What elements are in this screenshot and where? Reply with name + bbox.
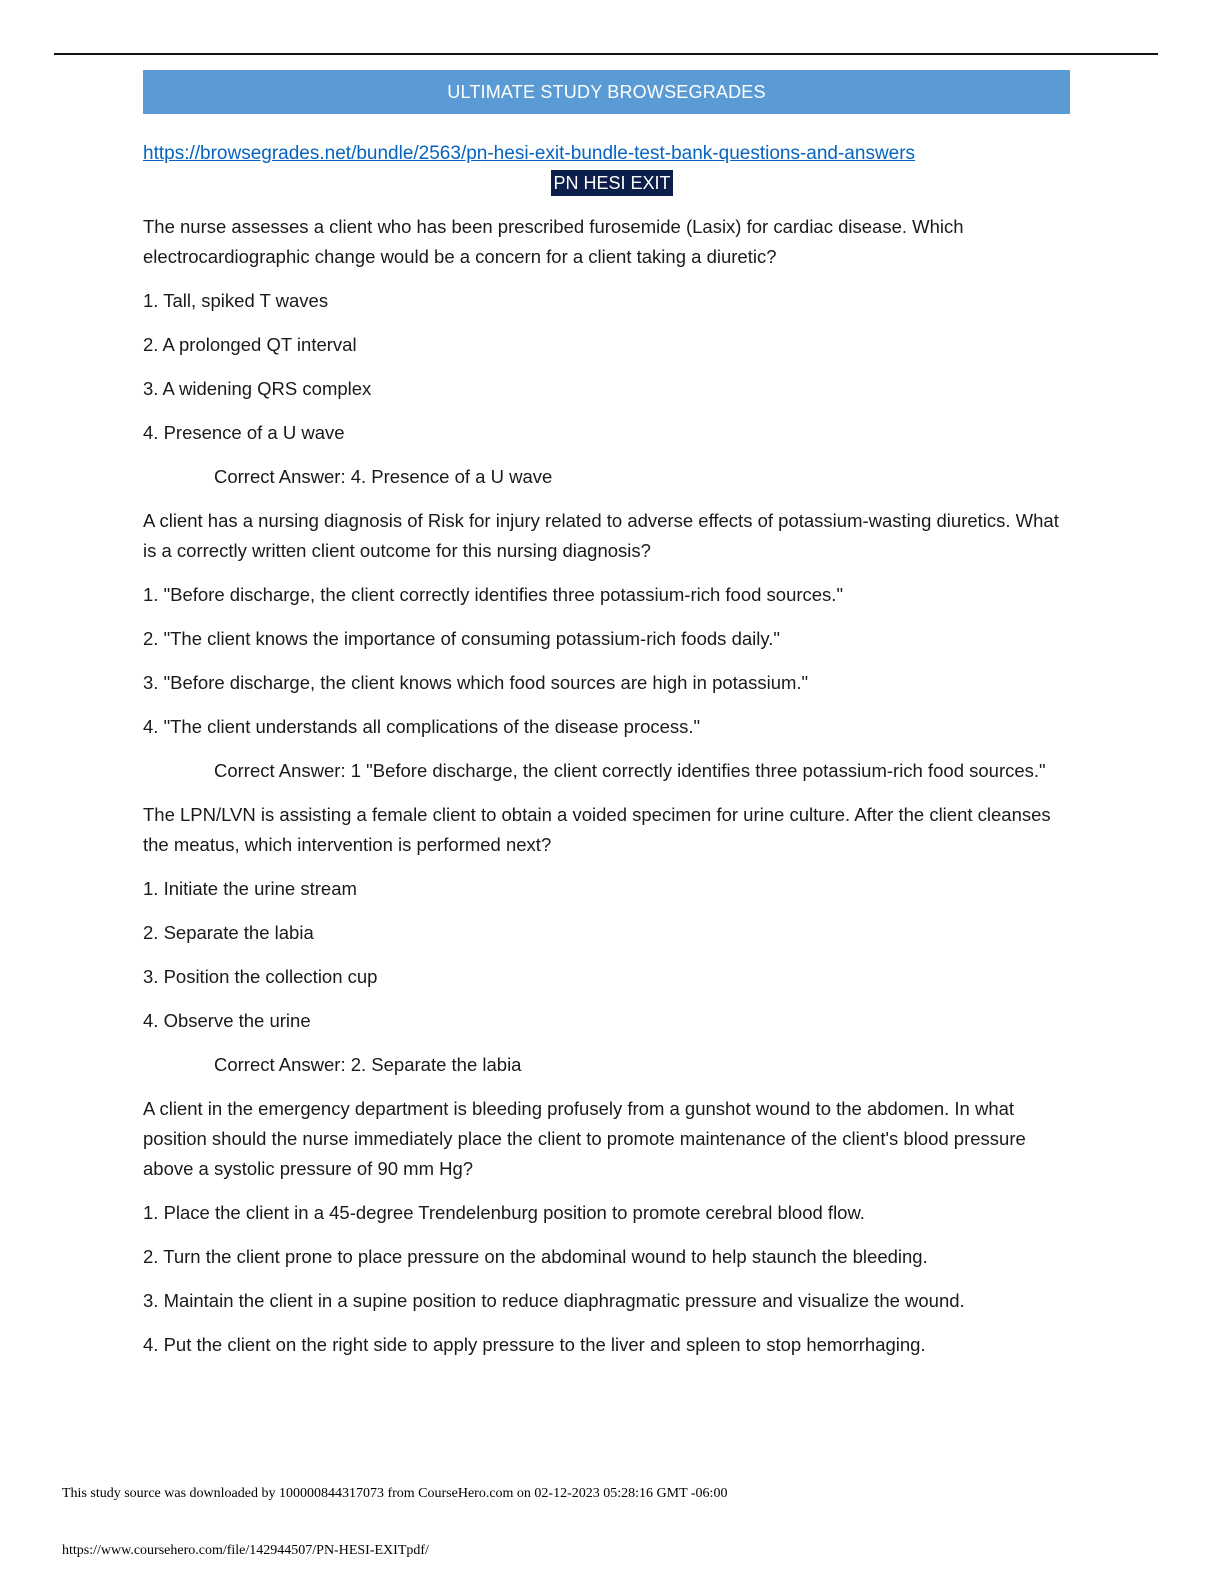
subtitle-wrap — [0, 170, 1224, 196]
question-block-1 — [143, 212, 1063, 492]
correct-answer: Correct Answer: 1 "Before discharge, the client correctly identifies three potassium-rich food sources." — [214, 760, 1046, 781]
footer-url[interactable]: https://www.coursehero.com/file/142944507/PN-HESI-EXITpdf/ — [62, 1543, 429, 1558]
answer-option: 3. Position the collection cup — [143, 966, 378, 987]
question-block-3 — [143, 800, 1063, 1080]
answer-option: 3. "Before discharge, the client knows which food sources are high in potassium." — [143, 672, 809, 693]
question-text: A client has a nursing diagnosis of Risk for injury related to adverse effects of potassium-wasting diuretics. What is a correctly written client outcome for this nursing diagnosis? — [143, 510, 1059, 561]
answer-option: 1. "Before discharge, the client correctly identifies three potassium-rich food sources." — [143, 584, 844, 605]
answer-option: 2. Separate the labia — [143, 922, 314, 943]
answer-option: 3. Maintain the client in a supine position to reduce diaphragmatic pressure and visualize the wound. — [143, 1290, 965, 1311]
correct-answer: Correct Answer: 4. Presence of a U wave — [214, 466, 553, 487]
question-text: The nurse assesses a client who has been prescribed furosemide (Lasix) for cardiac disease. Which electrocardiographic change would be a concern for a client taking a diuretic? — [143, 216, 964, 267]
header-banner: ULTIMATE STUDY BROWSEGRADES — [143, 70, 1070, 114]
answer-option: 2. Turn the client prone to place pressure on the abdominal wound to help staunch the bleeding. — [143, 1246, 928, 1267]
answer-option: 1. Place the client in a 45-degree Trendelenburg position to promote cerebral blood flow. — [143, 1202, 865, 1223]
question-block-4 — [143, 1094, 1063, 1360]
top-rule — [54, 53, 1158, 55]
answer-option: 4. Observe the urine — [143, 1010, 311, 1031]
question-text: A client in the emergency department is bleeding profusely from a gunshot wound to the abdomen. In what position should the nurse immediately place the client to promote maintenance of the client's blood pressure above a systolic pressure of 90 mm Hg? — [143, 1098, 1026, 1179]
question-block-2 — [143, 506, 1063, 786]
answer-option: 2. "The client knows the importance of consuming potassium-rich foods daily." — [143, 628, 780, 649]
bundle-link[interactable]: https://browsegrades.net/bundle/2563/pn-hesi-exit-bundle-test-bank-questions-and-answers — [143, 143, 916, 164]
answer-option: 4. Put the client on the right side to apply pressure to the liver and spleen to stop hemorrhaging. — [143, 1334, 926, 1355]
answer-option: 2. A prolonged QT interval — [143, 334, 357, 355]
footer-source: This study source was downloaded by 100000844317073 from CourseHero.com on 02-12-2023 05:28:16 GMT -06:00 — [62, 1486, 728, 1501]
correct-answer: Correct Answer: 2. Separate the labia — [214, 1054, 522, 1075]
answer-option: 3. A widening QRS complex — [143, 378, 372, 399]
answer-option: 4. "The client understands all complications of the disease process." — [143, 716, 701, 737]
answer-option: 1. Initiate the urine stream — [143, 878, 357, 899]
answer-option: 1. Tall, spiked T waves — [143, 290, 329, 311]
document-content — [143, 212, 1063, 1374]
answer-option: 4. Presence of a U wave — [143, 422, 345, 443]
document-subtitle: PN HESI EXIT — [551, 170, 672, 196]
question-text: The LPN/LVN is assisting a female client to obtain a voided specimen for urine culture. After the client cleanses the meatus, which intervention is performed next? — [143, 804, 1051, 855]
